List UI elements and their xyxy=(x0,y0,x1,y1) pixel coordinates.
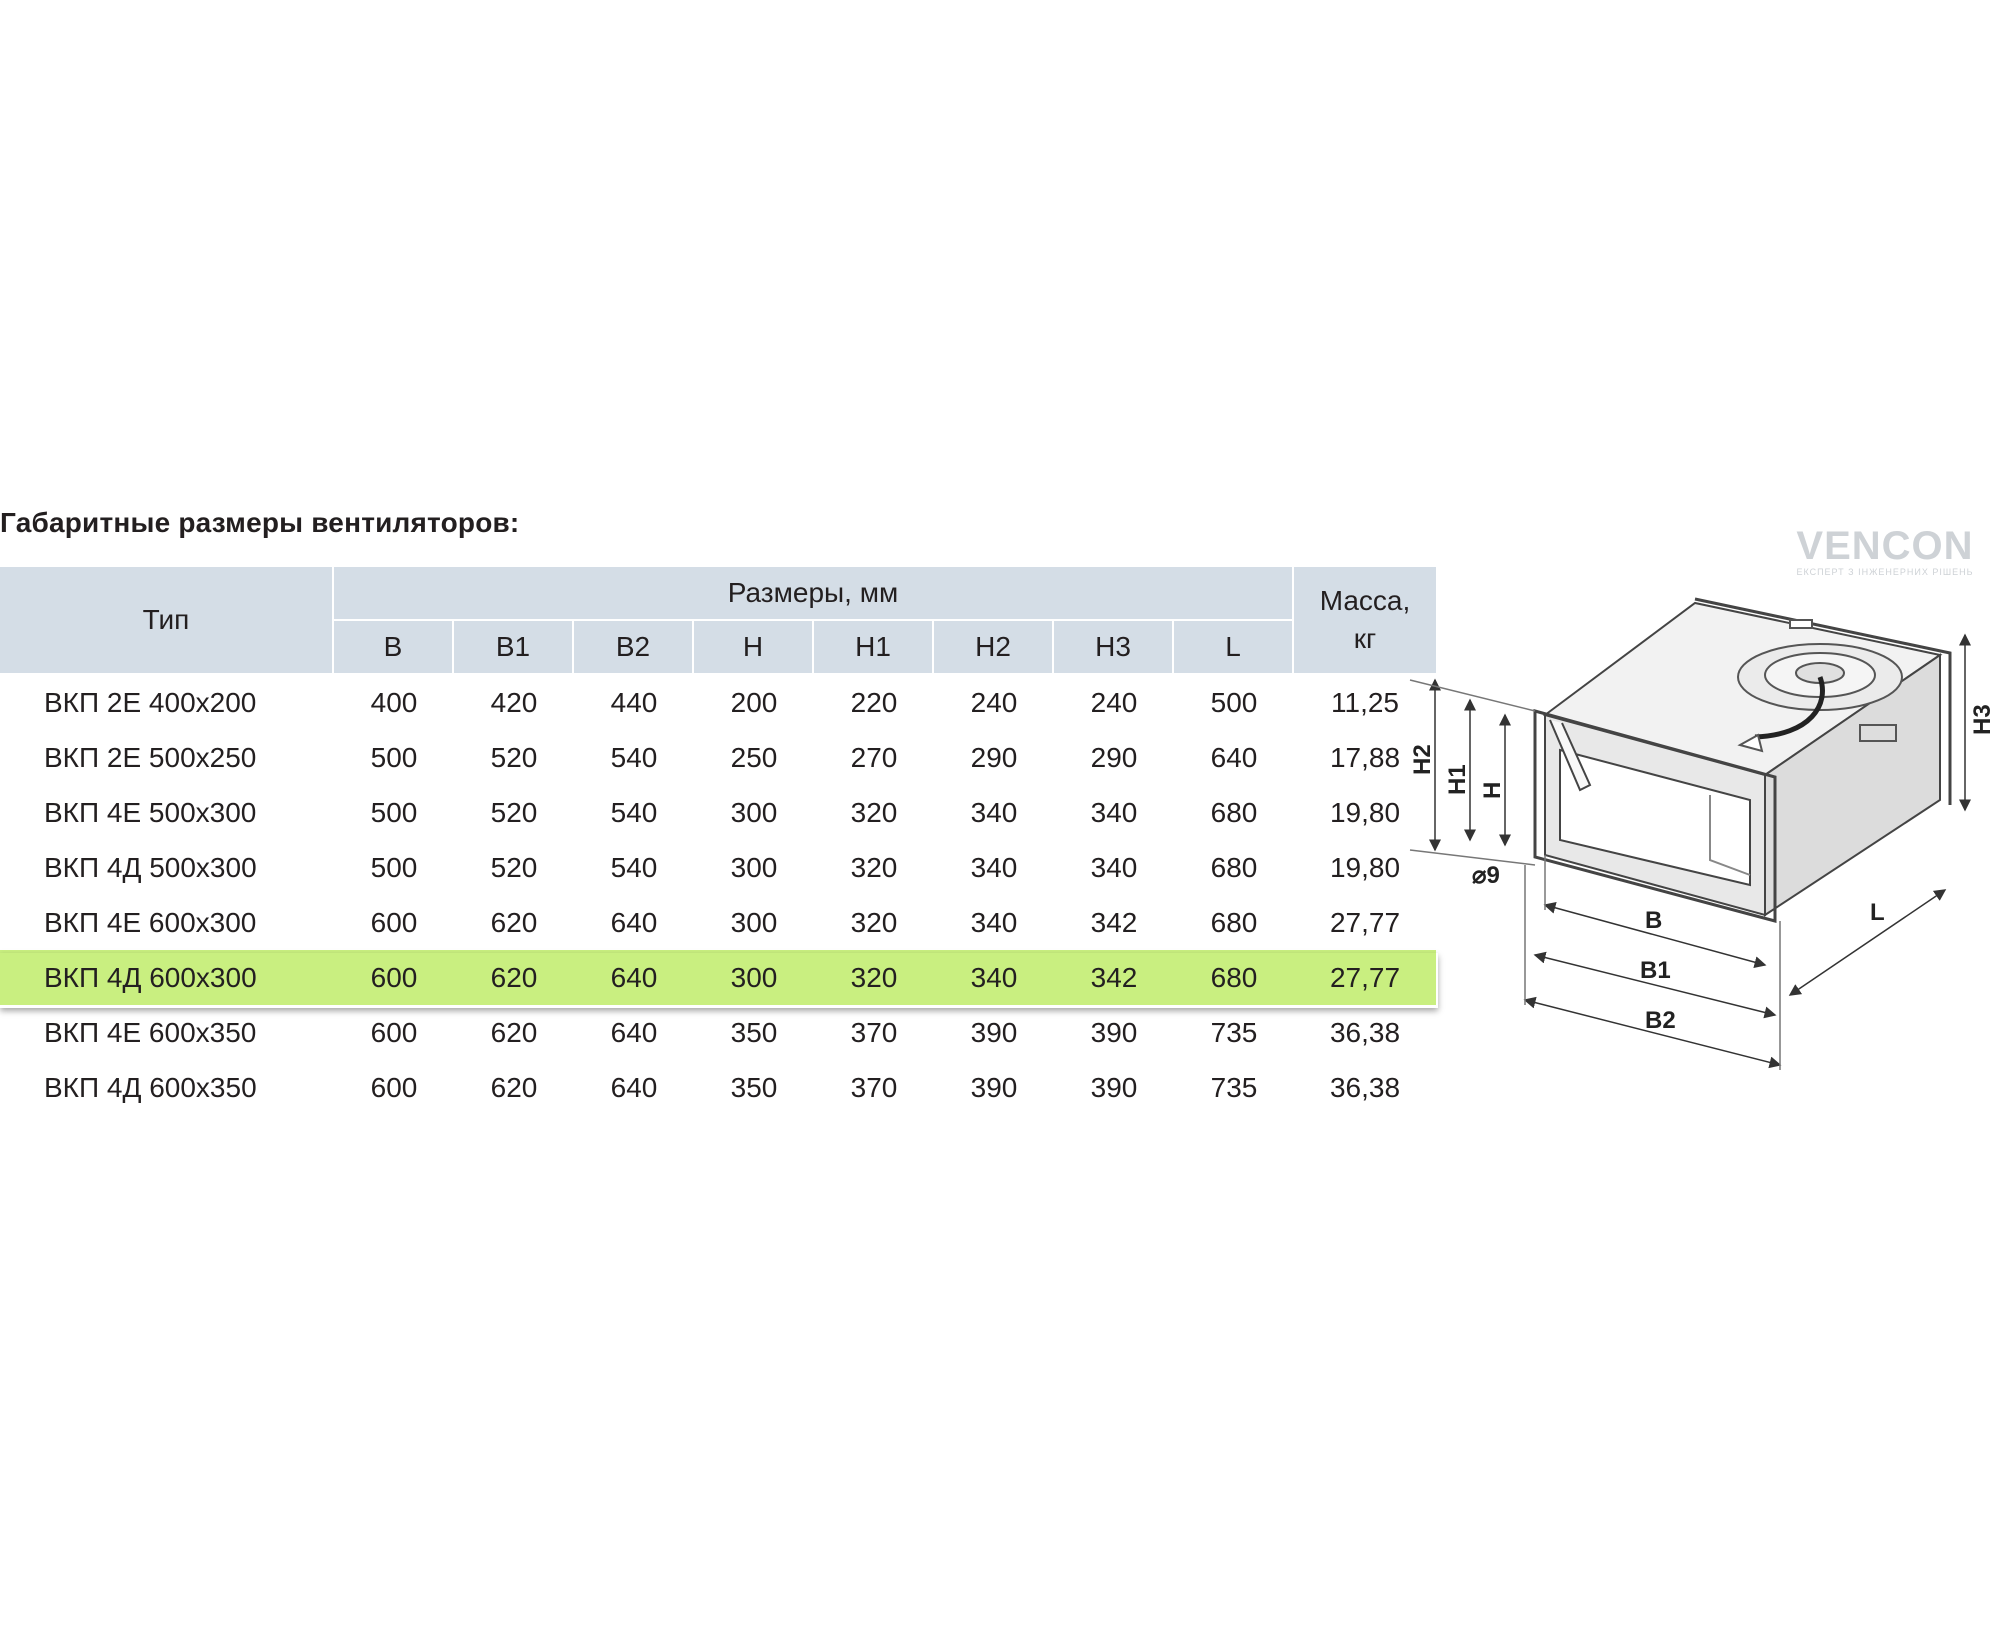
cell-type: ВКП 2Е 400х200 xyxy=(44,686,257,718)
table-row xyxy=(0,950,1436,1005)
cell-dimension: 300 xyxy=(730,851,778,883)
cell-mass: 36,38 xyxy=(1329,1071,1401,1103)
table-row xyxy=(0,675,1436,730)
cell-dimension: 500 xyxy=(370,796,418,828)
cell-dimension: 400 xyxy=(370,686,418,718)
cell-dimension: 735 xyxy=(1210,1016,1258,1048)
fan-housing xyxy=(1535,599,1950,921)
cell-dimension: 540 xyxy=(610,796,658,828)
cell-dimension: 600 xyxy=(370,1071,418,1103)
table-row xyxy=(0,1060,1436,1115)
logo-tagline: ЕКСПЕРТ З ІНЖЕНЕРНИХ РІШЕНЬ xyxy=(1796,567,1974,577)
cell-dimension: 340 xyxy=(970,906,1018,938)
cell-dimension: 640 xyxy=(610,1071,658,1103)
cell-dimension: 600 xyxy=(334,950,454,1005)
cell-dimension: 342 xyxy=(1090,906,1138,938)
cell-dimension: 300 xyxy=(730,796,778,828)
cell-dimension: 240 xyxy=(1090,686,1138,718)
cell-dimension: 440 xyxy=(610,686,658,718)
cell-dimension: 390 xyxy=(1090,1071,1138,1103)
cell-dimension: 300 xyxy=(730,906,778,938)
cell-dimension: 250 xyxy=(730,741,778,773)
cell-dimension: 340 xyxy=(970,796,1018,828)
cell-type: ВКП 4Е 600х300 xyxy=(44,906,257,938)
label-b1: B1 xyxy=(1640,957,1671,984)
cell-dimension: 342 xyxy=(1054,950,1174,1005)
cell-dimension: 290 xyxy=(970,741,1018,773)
label-h: H xyxy=(1479,781,1506,799)
cell-dimension: 300 xyxy=(694,950,814,1005)
dim-column-header: B2 xyxy=(574,621,694,675)
label-h2: H2 xyxy=(1409,744,1436,775)
cell-dimension: 220 xyxy=(850,686,898,718)
cell-dimension: 680 xyxy=(1174,950,1294,1005)
cell-dimension: 540 xyxy=(610,741,658,773)
cell-dimension: 640 xyxy=(574,950,694,1005)
cell-mass: 27,77 xyxy=(1294,950,1436,1005)
label-l: L xyxy=(1870,899,1885,926)
cell-dimension: 200 xyxy=(730,686,778,718)
cell-dimension: 350 xyxy=(730,1016,778,1048)
fan-dimension-drawing xyxy=(1409,585,1996,1085)
cell-dimension: 320 xyxy=(850,796,898,828)
cell-dimension: 640 xyxy=(610,1016,658,1048)
cell-dimension: 350 xyxy=(730,1071,778,1103)
dim-column-header: B1 xyxy=(454,621,574,675)
table-row xyxy=(0,785,1436,840)
dim-column-header: H2 xyxy=(934,621,1054,675)
dim-column-header: B xyxy=(334,621,454,675)
cell-dimension: 500 xyxy=(370,851,418,883)
cell-mass: 17,88 xyxy=(1329,741,1401,773)
cell-type: ВКП 2Е 500х250 xyxy=(44,741,257,773)
dim-column-header: L xyxy=(1174,621,1294,675)
mass-header-line2: кг xyxy=(1353,623,1377,654)
cell-type: ВКП 4Е 500х300 xyxy=(44,796,257,828)
cell-type: ВКП 4Д 500х300 xyxy=(44,851,257,883)
dimensions-table xyxy=(0,567,1436,1115)
cell-mass: 11,25 xyxy=(1331,686,1399,718)
cell-dimension: 620 xyxy=(490,1016,538,1048)
cell-dimension: 320 xyxy=(814,950,934,1005)
cell-dimension: 620 xyxy=(454,950,574,1005)
page-title: Габаритные размеры вентиляторов: xyxy=(0,507,520,538)
cell-mass: 36,38 xyxy=(1329,1016,1401,1048)
cell-dimension: 290 xyxy=(1090,741,1138,773)
cell-dimension: 500 xyxy=(1210,686,1258,718)
label-hole: ⌀9 xyxy=(1472,862,1500,889)
label-h1: H1 xyxy=(1444,764,1471,795)
cell-mass: 27,77 xyxy=(1329,906,1401,938)
cell-dimension: 640 xyxy=(610,906,658,938)
cell-dimension: 320 xyxy=(850,851,898,883)
cell-dimension: 735 xyxy=(1210,1071,1258,1103)
cell-dimension: 540 xyxy=(610,851,658,883)
dim-column-header: H xyxy=(694,621,814,675)
cell-type: ВКП 4Д 600х300 xyxy=(0,950,334,1005)
dimensions-header: Размеры, мм xyxy=(334,567,1294,621)
cell-mass: 19,80 xyxy=(1329,851,1401,883)
mass-header-line1: Масса, xyxy=(1319,585,1411,616)
cell-dimension: 340 xyxy=(970,851,1018,883)
cell-dimension: 340 xyxy=(1090,796,1138,828)
label-h3: H3 xyxy=(1969,704,1996,735)
cell-dimension: 270 xyxy=(850,741,898,773)
table-row xyxy=(0,730,1436,785)
cell-dimension: 620 xyxy=(490,1071,538,1103)
label-b: B xyxy=(1645,907,1663,934)
cell-dimension: 680 xyxy=(1210,851,1258,883)
cell-dimension: 340 xyxy=(1090,851,1138,883)
cell-dimension: 680 xyxy=(1210,796,1258,828)
vencon-logo xyxy=(1790,526,1980,578)
table-row xyxy=(0,840,1436,895)
cell-dimension: 600 xyxy=(370,906,418,938)
cell-dimension: 390 xyxy=(970,1071,1018,1103)
cell-type: ВКП 4Е 600х350 xyxy=(44,1016,257,1048)
label-b2: B2 xyxy=(1645,1007,1676,1034)
cell-dimension: 500 xyxy=(370,741,418,773)
cell-dimension: 620 xyxy=(490,906,538,938)
cell-dimension: 340 xyxy=(934,950,1054,1005)
cell-dimension: 600 xyxy=(370,1016,418,1048)
cell-dimension: 520 xyxy=(490,851,538,883)
cell-dimension: 420 xyxy=(490,686,538,718)
cell-dimension: 390 xyxy=(970,1016,1018,1048)
cell-dimension: 640 xyxy=(1210,741,1258,773)
cell-dimension: 240 xyxy=(970,686,1018,718)
type-header: Тип xyxy=(0,567,334,675)
cell-dimension: 520 xyxy=(490,741,538,773)
dim-column-header: H1 xyxy=(814,621,934,675)
cell-mass: 19,80 xyxy=(1329,796,1401,828)
table-row xyxy=(0,895,1436,950)
table-row xyxy=(0,1005,1436,1060)
dim-column-header: H3 xyxy=(1054,621,1174,675)
cell-dimension: 520 xyxy=(490,796,538,828)
cell-dimension: 320 xyxy=(850,906,898,938)
cell-type: ВКП 4Д 600х350 xyxy=(44,1071,257,1103)
cell-dimension: 370 xyxy=(850,1016,898,1048)
cell-dimension: 390 xyxy=(1090,1016,1138,1048)
cell-dimension: 370 xyxy=(850,1071,898,1103)
logo-wordmark: VENCON xyxy=(1796,524,1974,568)
cell-dimension: 680 xyxy=(1210,906,1258,938)
